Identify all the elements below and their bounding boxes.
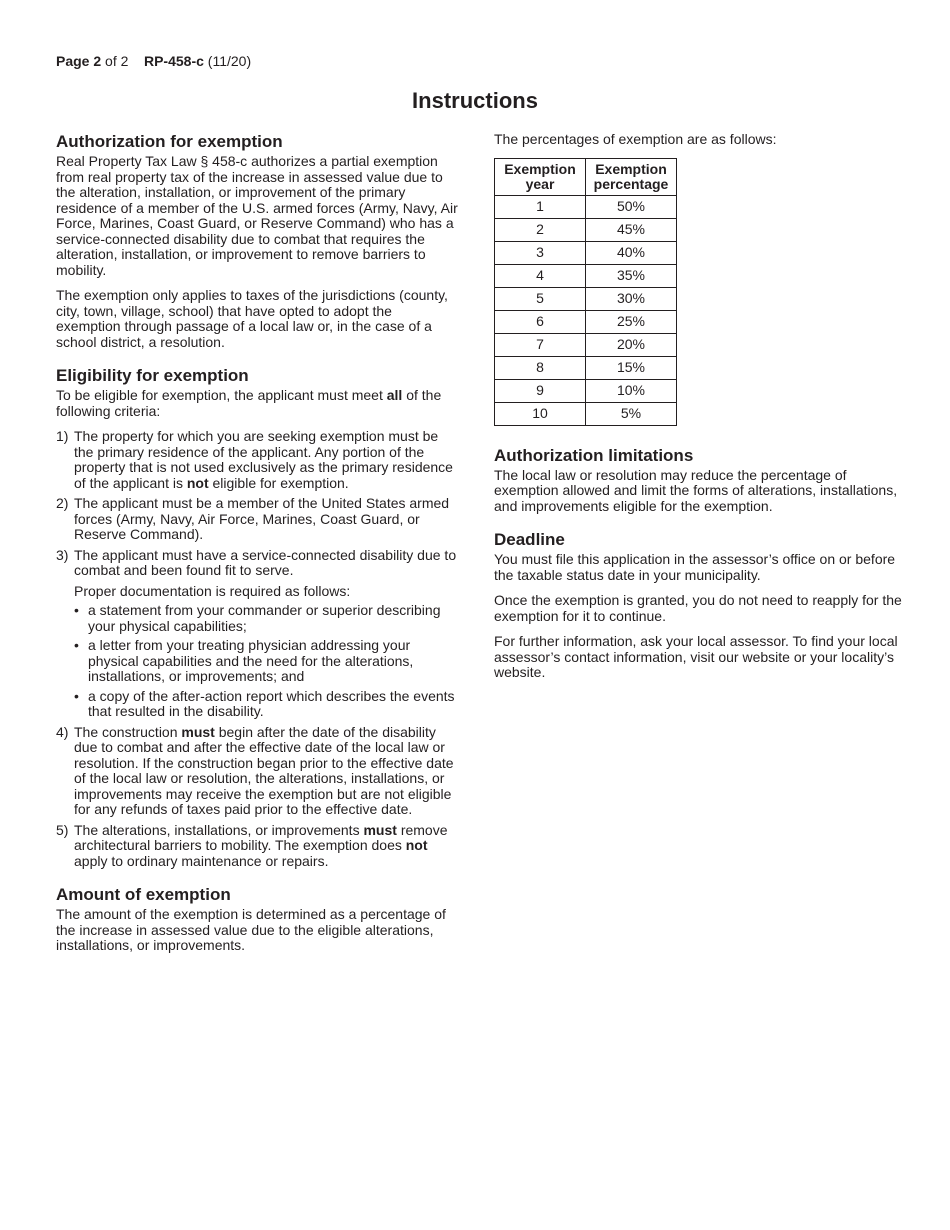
- page-number: 2: [93, 53, 102, 69]
- table-header-row: [495, 158, 677, 195]
- amount-paragraph: The amount of the exemption is determined as a percentage of the increase in assessed value due to the eligible alterations, installations, or improvements.: [56, 906, 446, 953]
- eligibility-heading: Eligibility for exemption: [56, 366, 249, 385]
- table-row: 8 15%: [495, 356, 677, 379]
- amount-section: [56, 885, 458, 954]
- table-row: 9 10%: [495, 379, 677, 402]
- table-row: 5 30%: [495, 287, 677, 310]
- amount-heading: Amount of exemption: [56, 885, 231, 904]
- eligibility-criteria-list: [56, 429, 458, 869]
- table-row: 6 25%: [495, 310, 677, 333]
- documentation-item: • a letter from your treating physician addressing your physical capabilities and the need for the alterations, installations, or improvements; and: [74, 637, 414, 684]
- criterion-1: 1) The property for which you are seeking exemption must be the primary residence of the applicant. Any portion of the property that is not used exclusively as the primary residence of the applicant is not eligible for exemption.: [56, 428, 453, 491]
- deadline-paragraph-3: For further information, ask your local assessor. To find your local assessor’s contact information, visit our website or your locality’s website.: [494, 633, 898, 680]
- page-header: [56, 53, 251, 69]
- limitations-section: [494, 446, 904, 515]
- eligibility-intro: To be eligible for exemption, the applicant must meet all of the following criteria:: [56, 387, 442, 419]
- criterion-5: 5) The alterations, installations, or improvements must remove architectural barriers to mobility. The exemption does not apply to ordinary maintenance or repairs.: [56, 821, 448, 869]
- column-header-year: Exemption year: [495, 158, 586, 195]
- limitations-heading: Authorization limitations: [494, 445, 694, 465]
- limitations-paragraph: The local law or resolution may reduce the percentage of exemption allowed and limit the forms of alterations, installations, and improvements eligible for the exemption.: [494, 466, 898, 514]
- deadline-section: [494, 530, 904, 681]
- table-row: 10 5%: [495, 402, 677, 425]
- eligibility-section: [56, 366, 458, 869]
- table-row: 4 35%: [495, 264, 677, 287]
- criterion-4: 4) The construction must begin after the date of the disability due to combat and after the effective date of the local law or resolution. If the construction began prior to the effective date of the local law or resolution, the alterations, installations, or improvements may receive the exemption but are not eligible for any refunds of taxes paid prior to the effective date.: [56, 723, 454, 817]
- deadline-paragraph-1: You must file this application in the assessor’s office on or before the taxable status date in your municipality.: [494, 551, 896, 583]
- table-row: 3 40%: [495, 241, 677, 264]
- documentation-intro: Proper documentation is required as follows:: [74, 582, 351, 599]
- documentation-list: [74, 603, 458, 720]
- authorization-section: [56, 132, 458, 350]
- documentation-item: • a statement from your commander or superior describing your physical capabilities;: [74, 602, 441, 634]
- criterion-3: 3) The applicant must have a service-connected disability due to combat and been found fit to serve. Proper documentation is required as follows: • a statement from your commander or superior describing your physical capabilities; • a letter from your treating physician addressing your physical capabilities and the need for the alterations, installations, or improvements; and • a copy of the after-action report which describes the events that resulted in the disability.: [56, 546, 457, 719]
- table-row: 2 45%: [495, 218, 677, 241]
- column-header-percentage: Exemption percentage: [586, 158, 677, 195]
- authorization-paragraph-1: Real Property Tax Law § 458-c authorizes a partial exemption from real property tax of the increase in assessed value due to the alteration, installation, or improvement of the primary residence of a member of the U.S. armed forces (Army, Navy, Air Force, Marines, Coast Guard, or Reserve Command) who has a service-connected disability due to combat that requires the alteration, installation, or improvement to remove barriers to mobility.: [56, 153, 458, 278]
- page-label: Page: [56, 53, 90, 69]
- page-title: Instructions: [412, 88, 538, 113]
- percentages-intro: The percentages of exemption are as follows:: [494, 131, 777, 147]
- authorization-heading: Authorization for exemption: [56, 132, 283, 151]
- left-column: [56, 132, 458, 970]
- table-row: 1 50%: [495, 195, 677, 218]
- form-date: (11/20): [207, 53, 252, 69]
- form-id: RP-458-c: [143, 53, 204, 69]
- documentation-item: • a copy of the after-action report which describes the events that resulted in the disability.: [74, 687, 455, 719]
- deadline-paragraph-2: Once the exemption is granted, you do not need to reapply for the exemption for it to continue.: [494, 592, 902, 624]
- right-column: [494, 132, 904, 697]
- authorization-paragraph-2: The exemption only applies to taxes of the jurisdictions (county, city, town, village, school) that have opted to adopt the exemption through passage of a local law or, in the case of a school district, a resolution.: [56, 287, 448, 350]
- page-of: of 2: [105, 53, 129, 69]
- table-row: 7 20%: [495, 333, 677, 356]
- exemption-percentage-table: [494, 158, 677, 426]
- criterion-2: 2) The applicant must be a member of the United States armed forces (Army, Navy, Air Force, Marines, Coast Guard, or Reserve Command).: [56, 495, 450, 542]
- deadline-heading: Deadline: [494, 530, 565, 549]
